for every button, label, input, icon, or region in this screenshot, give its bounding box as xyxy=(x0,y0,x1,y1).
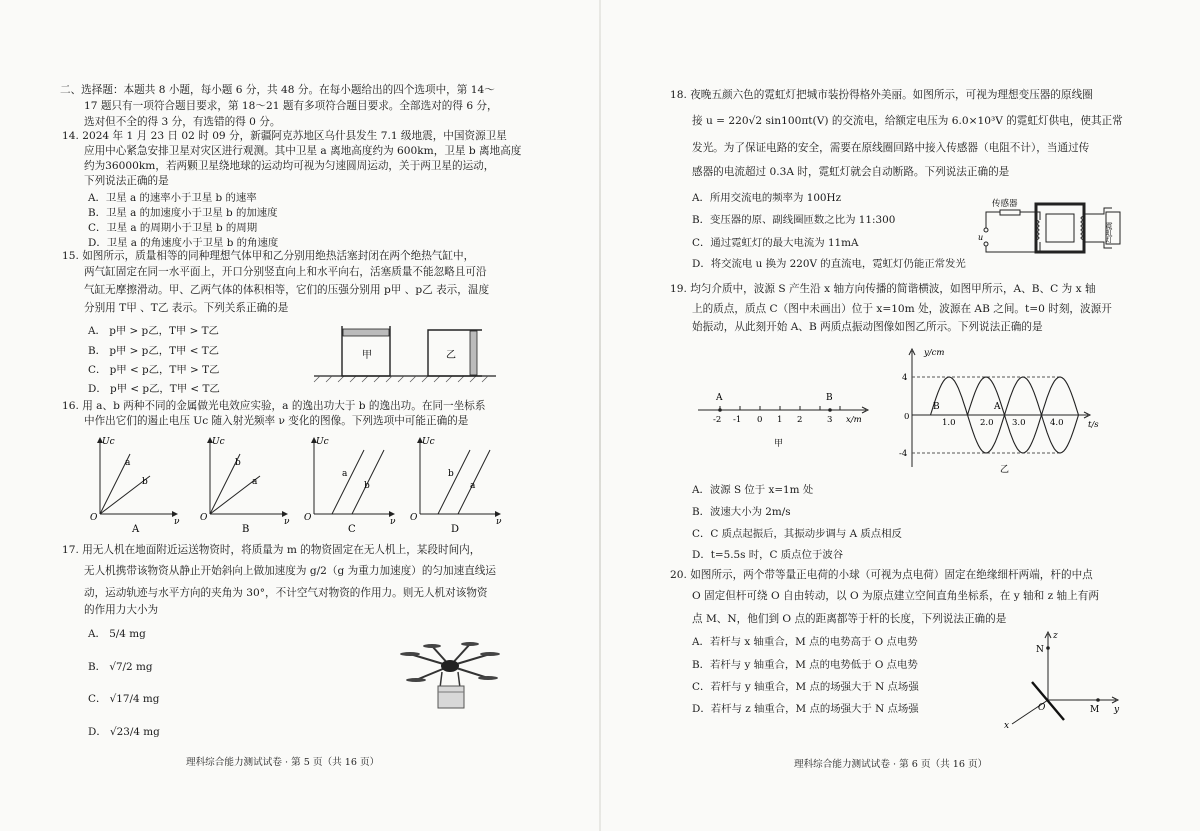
q19-yi-caption: 乙 xyxy=(1000,465,1010,475)
q16-c-line-b: b xyxy=(364,481,370,491)
q19-option-d: D．t=5.5s 时，C 质点位于波谷 xyxy=(692,549,844,561)
q20-line-3: 点 M、N，他们到 O 点的距离都等于杆的长度，下列说法正确的是 xyxy=(692,613,1007,625)
section-header-line-3: 选对但不全的得 3 分，有选错的得 0 分。 xyxy=(84,116,281,128)
q14-line-3: 约为36000km，若两颗卫星绕地球的运动均可视为匀速圆周运动，关于两卫星的运动， xyxy=(84,160,495,172)
q19-option-a: A．波源 S 位于 x=1m 处 xyxy=(692,484,814,496)
q19-yi-ylabel: y/cm xyxy=(924,348,945,358)
q15-label-jia: 甲 xyxy=(362,350,372,361)
section-header-line-2: 17 题只有一项符合题目要求，第 18～21 题有多项符合题目要求。全部选对的得 6 分， xyxy=(84,100,498,112)
q19-yi-label-a: A xyxy=(994,402,1001,412)
q14-option-d: D．卫星 a 的角速度小于卫星 b 的角速度 xyxy=(88,237,279,249)
q19-jia-B: B xyxy=(826,393,833,403)
q16-graph-a xyxy=(90,437,180,535)
q16-line-1: 16. 用 a、b 两种不同的金属做光电效应实验，a 的逸出功大于 b 的逸出功。在同一坐标系 xyxy=(62,400,486,412)
q16-b-xaxis: ν xyxy=(284,517,290,527)
q16-b-yaxis: Uc xyxy=(212,437,225,447)
q18-option-d: D．将交流电 u 换为 220V 的直流电，霓虹灯仍能正常发光 xyxy=(692,258,966,270)
q16-c-xaxis: ν xyxy=(390,517,396,527)
q16-a-yaxis: Uc xyxy=(102,437,115,447)
q20-line-2: O 固定但杆可绕 O 自由转动，以 O 为原点建立空间直角坐标系，在 y 轴和 z 轴上有两 xyxy=(692,590,1099,602)
q18-transformer-figure xyxy=(978,194,1134,258)
q19-option-b: B．波速大小为 2m/s xyxy=(692,506,791,518)
q20-label-z: z xyxy=(1053,631,1058,641)
q16-a-origin: O xyxy=(90,513,98,523)
q19-line-3: 始振动，从此刻开始 A、B 两质点振动图像如图乙所示。下列说法正确的是 xyxy=(692,321,1043,333)
q18-line-1: 18. 夜晚五颜六色的霓虹灯把城市装扮得格外美丽。如图所示，可视为理想变压器的原线圈 xyxy=(670,89,1093,101)
q15-cylinder-figure xyxy=(310,318,500,384)
q19-yi-xlabel: t/s xyxy=(1088,420,1099,430)
q16-c-line-a: a xyxy=(342,469,348,479)
q14-line-1: 14. 2024 年 1 月 23 日 02 时 09 分，新疆阿克苏地区乌什县发生 7.1 级地震，中国资源卫星 xyxy=(62,130,507,142)
q18-u-label: u xyxy=(978,233,984,242)
q16-b-line-a: a xyxy=(252,477,258,487)
q18-option-a: A．所用交流电的频率为 100Hz xyxy=(692,192,842,204)
q19-jia-tick-0: 0 xyxy=(757,415,763,425)
q16-a-line-b: b xyxy=(142,477,148,487)
q16-graph-c-label: C xyxy=(348,524,356,535)
left-page-footer: 理科综合能力测试试卷 · 第 5 页（共 16 页） xyxy=(186,757,380,768)
q17-line-4: 的作用力大小为 xyxy=(84,604,159,616)
q15-label-yi: 乙 xyxy=(446,350,456,361)
q16-line-2: 中作出它们的遏止电压 Uc 随入射光频率 ν 变化的图像。下列选项中可能正确的是 xyxy=(84,415,469,427)
q16-graph-c xyxy=(304,437,396,535)
q16-graph-d xyxy=(410,437,502,535)
q19-option-c: C．C 质点起振后，其振动步调与 A 质点相反 xyxy=(692,528,902,540)
right-page xyxy=(600,0,1200,831)
q15-option-d: D． p甲 < p乙，T甲 < T乙 xyxy=(88,383,220,395)
q14-line-4: 下列说法正确的是 xyxy=(84,175,169,187)
q19-figure-yi xyxy=(900,345,1100,475)
q19-yi-ytick-m4: -4 xyxy=(899,449,908,459)
q19-jia-caption: 甲 xyxy=(774,439,784,449)
q17-option-d: D． √23/4 mg xyxy=(88,726,160,738)
q20-axes-figure xyxy=(998,628,1128,732)
section-header-line-1: 二、选择题：本题共 8 小题，每小题 6 分，共 48 分。在每小题给出的四个选项中，第 14～ xyxy=(60,84,495,96)
q17-line-1: 17. 用无人机在地面附近运送物资时，将质量为 m 的物资固定在无人机上，某段时间内， xyxy=(62,544,481,556)
q20-label-O: O xyxy=(1038,703,1046,713)
q14-line-2: 应用中心紧急安排卫星对灾区进行观测。其中卫星 a 离地高度约为 600km，卫星 b 离地高度 xyxy=(84,145,522,157)
q20-label-M: M xyxy=(1090,705,1100,715)
q19-line-1: 19. 均匀介质中，波源 S 产生沿 x 轴方向传播的简谐横波，如图甲所示，A、B、C 为 x 轴 xyxy=(670,283,1096,295)
q19-jia-tick-m1: -1 xyxy=(733,415,742,425)
q20-line-1: 20. 如图所示，两个带等量正电荷的小球（可视为点电荷）固定在绝缘细杆两端，杆的中点 xyxy=(670,569,1093,581)
q18-sensor-label: 传感器 xyxy=(992,199,1018,209)
q19-yi-xtick-4: 4.0 xyxy=(1050,418,1064,428)
q15-line-1: 15. 如图所示，质量相等的同种理想气体甲和乙分别用绝热活塞封闭在两个绝热气缸中， xyxy=(62,250,475,262)
q16-b-origin: O xyxy=(200,513,208,523)
q20-label-x: x xyxy=(1004,721,1010,731)
q16-graphs xyxy=(82,432,512,540)
q18-option-b: B．变压器的原、副线圈匝数之比为 11:300 xyxy=(692,214,896,226)
q16-a-xaxis: ν xyxy=(174,517,180,527)
q18-line-4: 感器的电流超过 0.3A 时，霓虹灯就会自动断路。下列说法正确的是 xyxy=(692,166,1010,178)
q19-jia-A: A xyxy=(716,393,723,403)
q19-jia-unit: x/m xyxy=(846,415,862,425)
q14-option-b: B．卫星 a 的加速度小于卫星 b 的加速度 xyxy=(88,207,278,219)
q16-b-line-b: b xyxy=(235,458,241,468)
q18-option-c: C．通过霓虹灯的最大电流为 11mA xyxy=(692,237,859,249)
q15-option-a: A． p甲 > p乙，T甲 > T乙 xyxy=(88,325,219,337)
q16-d-line-b: b xyxy=(448,469,454,479)
q15-option-b: B． p甲 > p乙，T甲 < T乙 xyxy=(88,345,220,357)
q19-yi-label-b: B xyxy=(933,402,940,412)
q20-option-d: D．若杆与 z 轴重合，M 点的场强大于 N 点场强 xyxy=(692,703,919,715)
q20-label-y: y xyxy=(1114,705,1120,715)
q16-d-xaxis: ν xyxy=(496,517,502,527)
q19-yi-ytick-0: 0 xyxy=(904,412,910,422)
q17-option-a: A． 5/4 mg xyxy=(88,628,146,640)
q19-figure-jia xyxy=(696,386,876,452)
q15-line-3: 气缸无摩擦滑动。甲、乙两气体的体积相等，它们的压强分别用 p甲 、p乙 表示，温度 xyxy=(84,284,490,296)
q19-jia-tick-3: 3 xyxy=(827,415,833,425)
q20-option-a: A．若杆与 x 轴重合，M 点的电势高于 O 点电势 xyxy=(692,636,918,648)
drone-image xyxy=(396,636,504,714)
q18-line-2: 接 u = 220√2 sin100πt(V) 的交流电，给额定电压为 6.0×10³V 的霓虹灯供电，使其正常 xyxy=(692,115,1123,127)
q15-line-4: 分别用 T甲 、T乙 表示。下列关系正确的是 xyxy=(84,302,289,314)
q17-line-3: 动，运动轨迹与水平方向的夹角为 30°，不计空气对物资的作用力。则无人机对该物资 xyxy=(84,587,488,599)
q19-jia-tick-m2: -2 xyxy=(713,415,722,425)
q18-lamp-label: 霓虹灯 xyxy=(1105,222,1113,243)
q16-d-origin: O xyxy=(410,513,418,523)
q19-jia-tick-1: 1 xyxy=(777,415,783,425)
q19-yi-ytick-4: 4 xyxy=(902,373,908,383)
q18-line-3: 发光。为了保证电路的安全，需要在原线圈回路中接入传感器（电阻不计），当通过传 xyxy=(692,142,1090,154)
q16-graph-a-label: A xyxy=(132,524,140,535)
q17-option-c: C． √17/4 mg xyxy=(88,693,160,705)
q16-c-yaxis: Uc xyxy=(316,437,329,447)
q16-c-origin: O xyxy=(304,513,312,523)
q19-yi-xtick-2: 2.0 xyxy=(980,418,994,428)
q14-option-c: C．卫星 a 的周期小于卫星 b 的周期 xyxy=(88,222,258,234)
q16-d-line-a: a xyxy=(470,481,476,491)
q20-option-b: B．若杆与 y 轴重合，M 点的电势低于 O 点电势 xyxy=(692,659,918,671)
q16-graph-b xyxy=(200,437,290,535)
q15-option-c: C． p甲 < p乙，T甲 > T乙 xyxy=(88,364,220,376)
right-page-footer: 理科综合能力测试试卷 · 第 6 页（共 16 页） xyxy=(794,759,988,770)
q14-option-a: A．卫星 a 的速率小于卫星 b 的速率 xyxy=(88,192,257,204)
q16-graph-d-label: D xyxy=(451,524,460,535)
q15-line-2: 两气缸固定在同一水平面上，开口分别竖直向上和水平向右，活塞质量不能忽略且可沿 xyxy=(84,266,487,278)
q19-jia-tick-2: 2 xyxy=(797,415,803,425)
q19-line-2: 上的质点，质点 C（图中未画出）位于 x=10m 处，波源在 AB 之间。t=0 时刻，波源开 xyxy=(692,303,1112,315)
q16-graph-b-label: B xyxy=(242,524,250,535)
q19-yi-xtick-1: 1.0 xyxy=(942,418,956,428)
q16-d-yaxis: Uc xyxy=(422,437,435,447)
q19-yi-xtick-3: 3.0 xyxy=(1012,418,1026,428)
q20-label-N: N xyxy=(1036,645,1044,655)
q16-a-line-a: a xyxy=(125,458,131,468)
q17-line-2: 无人机携带该物资从静止开始斜向上做加速度为 g/2（g 为重力加速度）的匀加速直线运 xyxy=(84,565,496,577)
q20-option-c: C．若杆与 y 轴重合，M 点的场强大于 N 点场强 xyxy=(692,681,919,693)
q17-option-b: B． √7/2 mg xyxy=(88,661,153,673)
